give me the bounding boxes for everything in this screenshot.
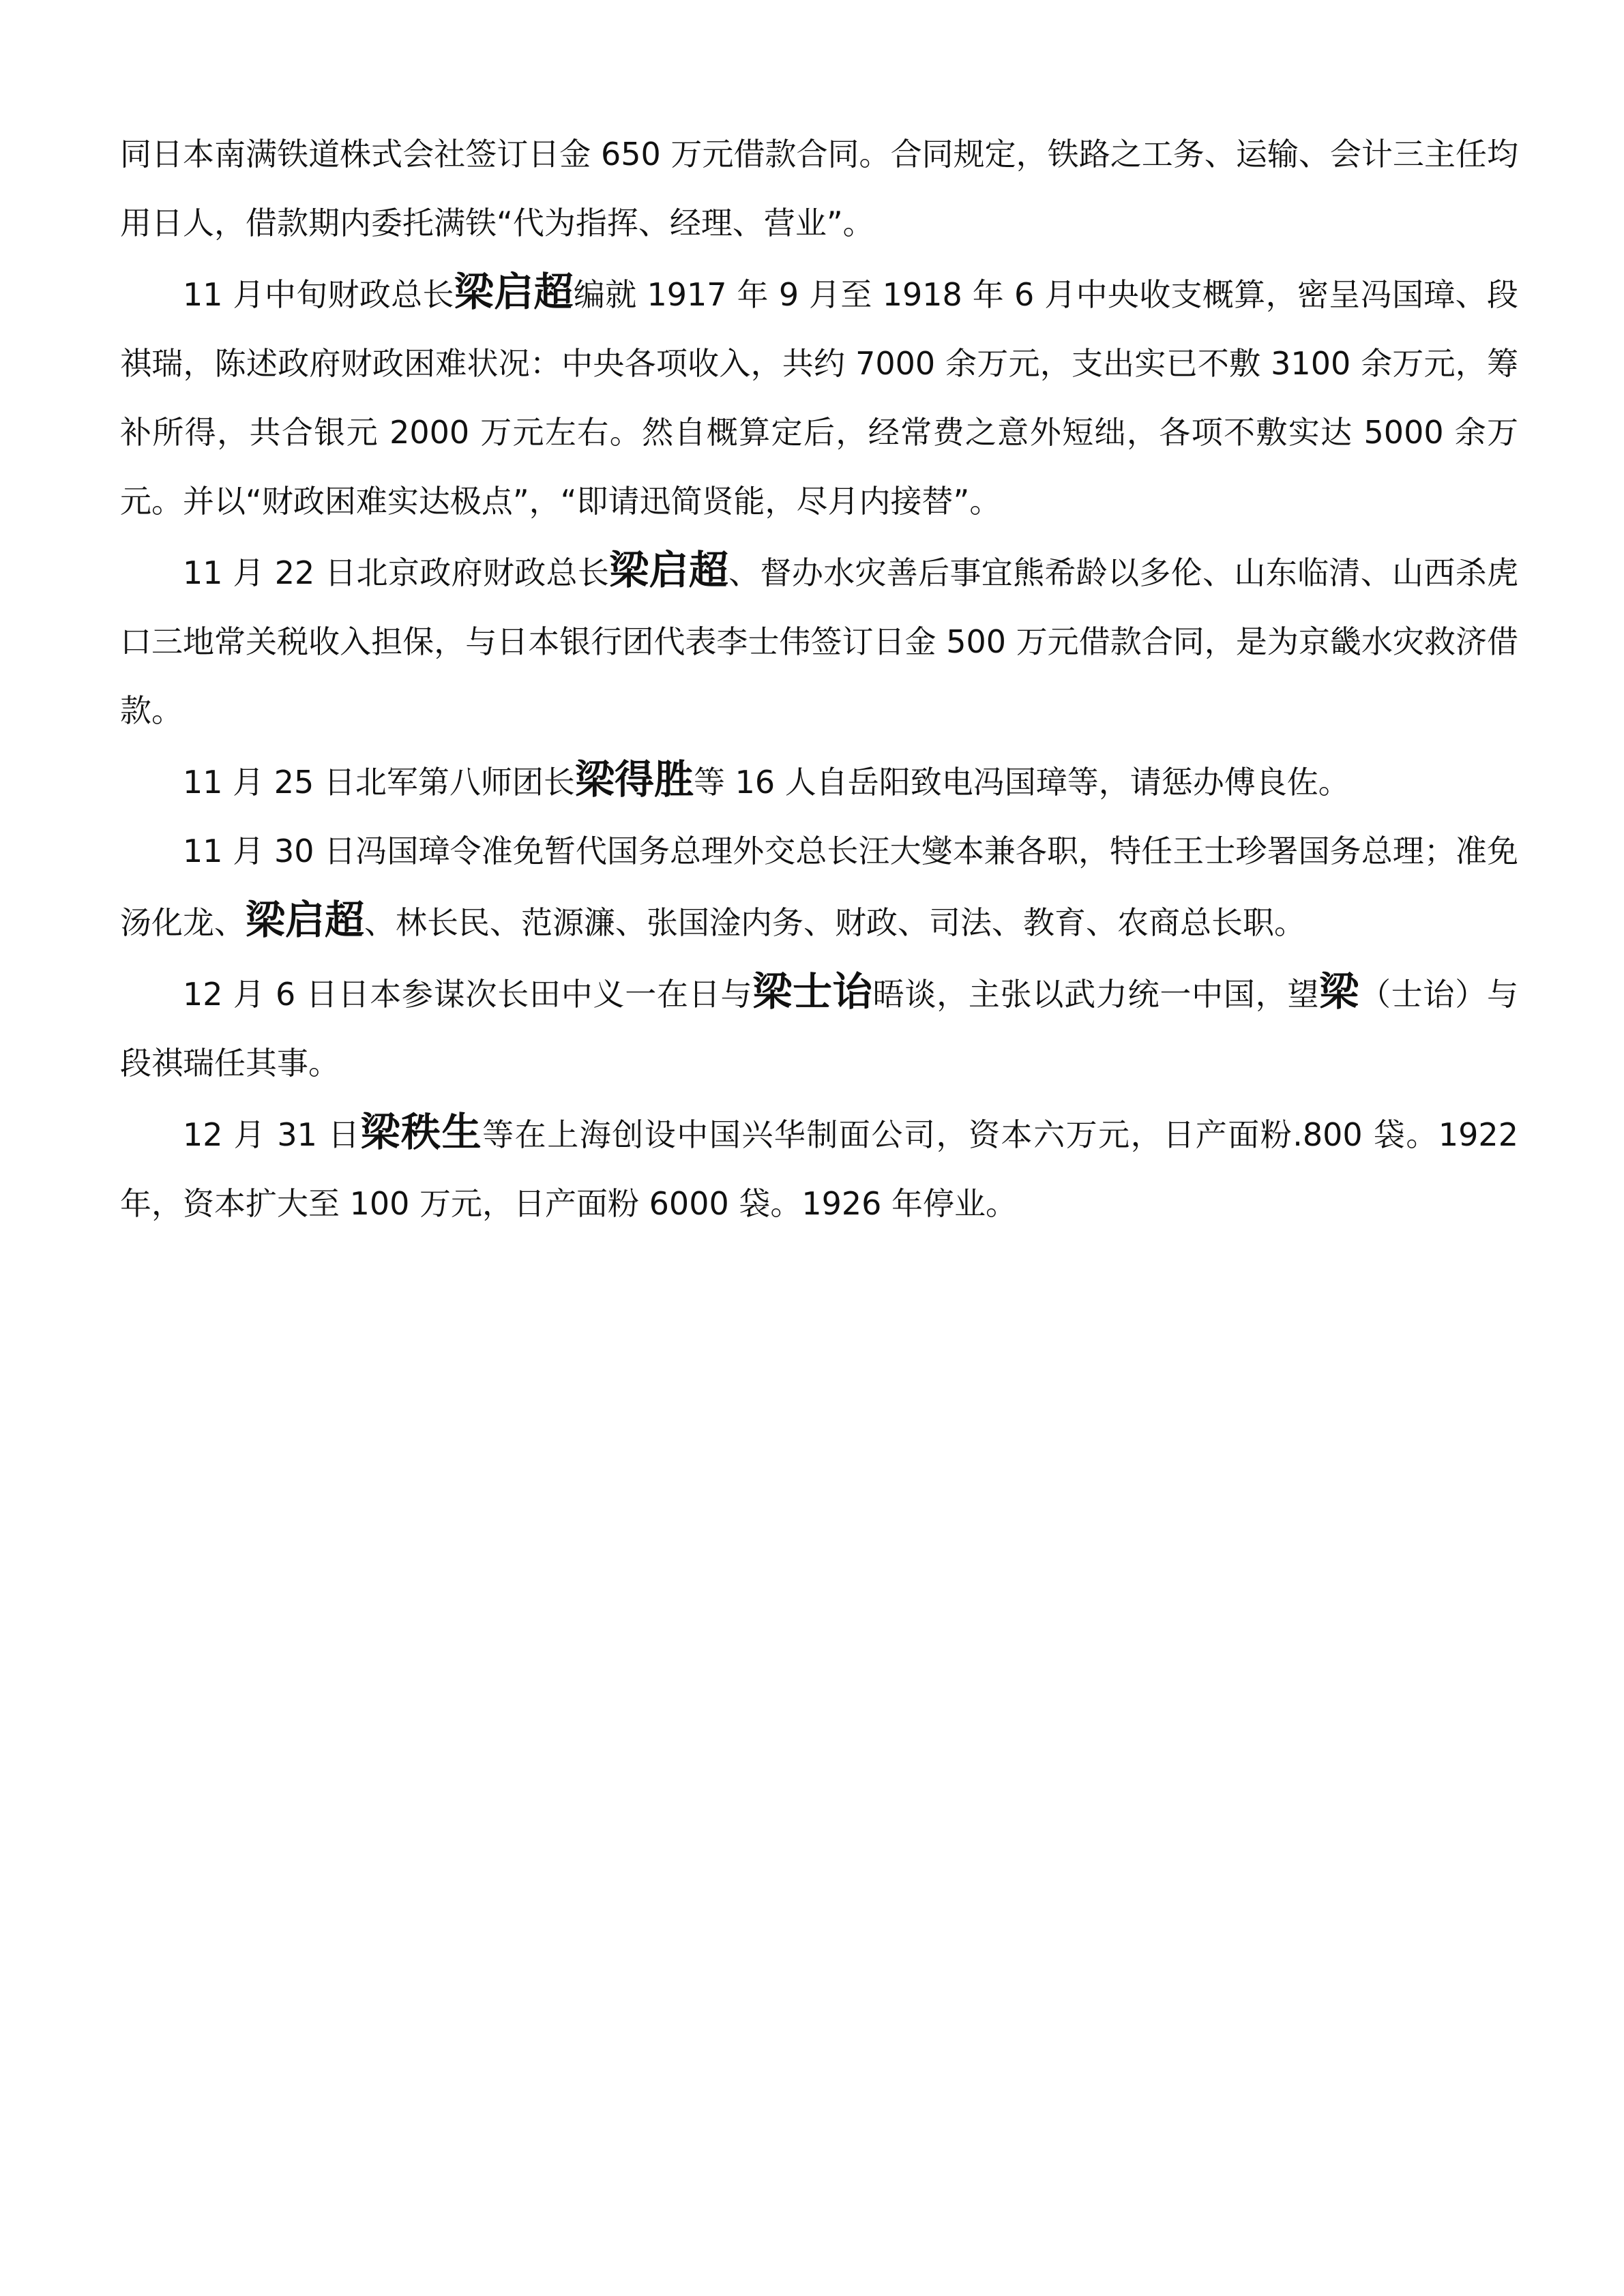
person-name: 梁秩生	[360, 1109, 483, 1155]
paragraph-text: 同日本南满铁道株式会社签订日金 650 万元借款合同。合同规定，铁路之工务、运输、会计三主任均用日人，借款期内委托满铁“代为指挥、经理、营业”。	[120, 136, 1518, 241]
paragraph-text: 、督办水灾善后事宜熊希龄以多伦、山东临清、山西杀虎口三地常关税收入担保，与日本银行团代表李士伟签订日金 500 万元借款合同，是为京畿水灾救济借款。	[120, 554, 1518, 729]
paragraph-text: 12 月 31 日	[183, 1116, 361, 1153]
paragraph-7	[120, 1098, 1518, 1238]
paragraph-text: 12 月 6 日日本参谋次长田中义一在日与	[183, 976, 753, 1013]
paragraph-text: 等 16 人自岳阳致电冯国璋等，请惩办傅良佐。	[693, 764, 1350, 801]
person-name: 梁士诒	[752, 968, 873, 1015]
person-name: 梁启超	[246, 897, 365, 943]
paragraph-text: （士诒）与段祺瑞任其事。	[120, 976, 1518, 1082]
paragraph-2	[120, 258, 1518, 536]
paragraph-5	[120, 817, 1518, 957]
paragraph-text: 、林长民、范源濂、张国淦内务、财政、司法、教育、农商总长职。	[364, 904, 1306, 941]
paragraph-1	[120, 120, 1518, 258]
paragraph-text: 11 月中旬财政总长	[183, 276, 454, 313]
paragraph-4	[120, 745, 1518, 817]
person-name: 梁	[1319, 968, 1359, 1015]
person-name: 梁得胜	[574, 756, 694, 803]
paragraph-text: 11 月 30 日冯国璋令准免暂代国务总理外交总长汪大燮本兼各职，特任王士珍署国务总理；准免汤化龙、	[120, 833, 1518, 941]
paragraph-text: 编就 1917 年 9 月至 1918 年 6 月中央收支概算，密呈冯国璋、段祺瑞，陈述政府财政困难状况：中央各项收入，共约 7000 余万元，支出实已不敷 3100 余万元，筹补所得，共合银元 2000 万元左右。然自概算定后，经常费之意外短绌，各项不敷实达 5000 余万元。并以“财政困难实达极点”，“即请迅简贤能，尽月内接替”。	[120, 276, 1518, 520]
document-page	[120, 120, 1518, 1238]
person-name: 梁启超	[609, 547, 729, 593]
paragraph-text: 等在上海创设中国兴华制面公司，资本六万元，日产面粉.800 袋。1922 年，资本扩大至 100 万元，日产面粉 6000 袋。1926 年停业。	[120, 1116, 1518, 1222]
paragraph-text: 11 月 25 日北军第八师团长	[183, 764, 575, 801]
paragraph-text: 晤谈，主张以武力统一中国，望	[872, 976, 1320, 1013]
paragraph-text: 11 月 22 日北京政府财政总长	[183, 554, 610, 591]
paragraph-3	[120, 536, 1518, 745]
paragraph-6	[120, 957, 1518, 1098]
person-name: 梁启超	[454, 269, 574, 315]
